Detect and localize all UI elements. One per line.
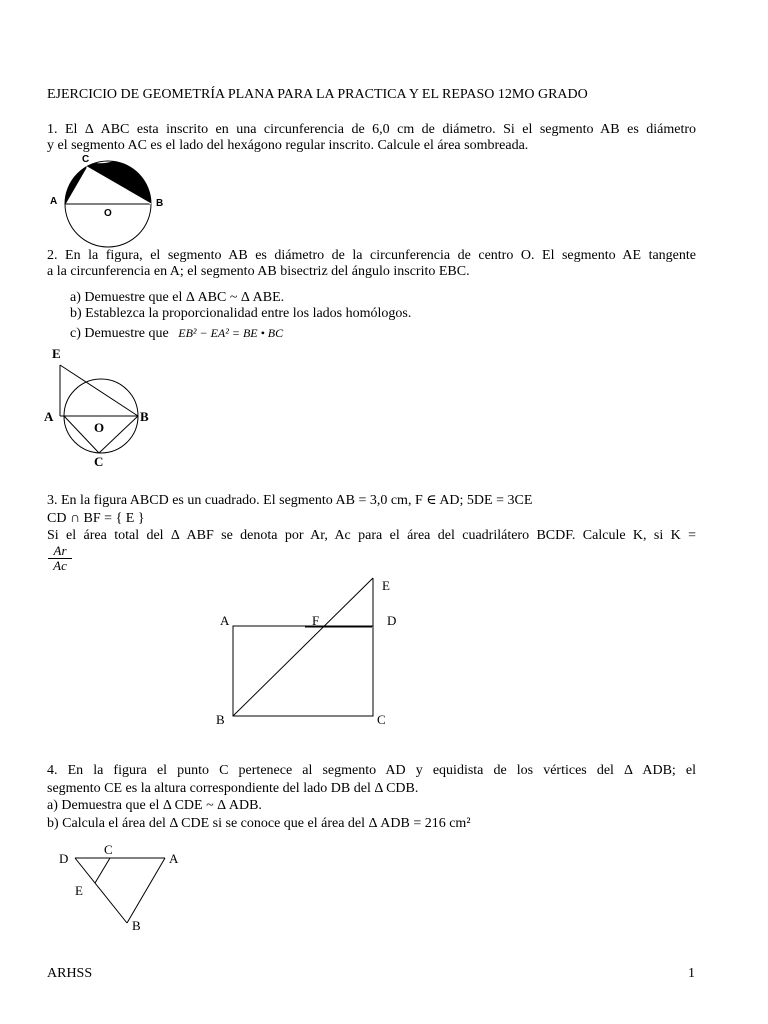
ex4-label-a: A <box>169 851 179 866</box>
ex4-label-d: D <box>59 851 69 866</box>
ex2-formula: EB² − EA² = BE • BC <box>178 326 284 340</box>
ex2-item-a: a) Demuestre que el Δ ABC ~ Δ ABE. <box>70 290 285 305</box>
ex4-item-b: b) Calcula el área del Δ CDE si se conoce que el área del Δ ADB = 216 cm² <box>47 816 471 831</box>
ex2-line1: 2. En la figura, el segmento AB es diámetro de la circunferencia de centro O. El segmento AE tangente <box>47 248 696 263</box>
ex4-item-a: a) Demuestra que el Δ CDE ~ Δ ADB. <box>47 798 262 813</box>
ex2-label-o: O <box>94 420 105 435</box>
ex3-fraction-num: Ar <box>53 543 67 558</box>
ex3-label-f: F <box>312 613 320 628</box>
ex1-shaded-right <box>87 161 152 204</box>
ex4-figure <box>55 838 195 938</box>
ex4-label-b: B <box>132 918 141 933</box>
ex3-fraction <box>48 544 72 573</box>
ex3-label-d: D <box>387 613 397 628</box>
ex1-label-b: B <box>156 198 164 209</box>
ex2-label-b: B <box>140 409 149 424</box>
page-number: 1 <box>688 966 695 981</box>
ex2-label-e: E <box>52 346 61 361</box>
ex3-line1: 3. En la figura ABCD es un cuadrado. El segmento AB = 3,0 cm, F ∈ AD; 5DE = 3CE <box>47 493 533 508</box>
ex2-item-c <box>70 325 283 342</box>
ex4-label-c: C <box>104 842 113 857</box>
ex2-item-c-text: c) Demuestre que <box>70 326 169 341</box>
page-title: EJERCICIO DE GEOMETRÍA PLANA PARA LA PRACTICA Y EL REPASO 12MO GRADO <box>47 87 588 102</box>
ex2-item-b: b) Establezca la proporcionalidad entre los lados homólogos. <box>70 306 412 321</box>
ex3-figure <box>210 570 410 735</box>
ex3-line3: Si el área total del Δ ABF se denota por Ar, Ac para el área del cuadrilátero BCDF. Calcule K, si K = <box>47 528 696 543</box>
ex3-label-e: E <box>382 578 390 593</box>
ex2-label-c: C <box>94 454 104 469</box>
footer-author: ARHSS <box>47 966 93 981</box>
ex4-line1: 4. En la figura el punto C pertenece al segmento AD y equidista de los vértices del Δ ADB; el <box>47 763 696 778</box>
ex1-line1: 1. El Δ ABC esta inscrito en una circunferencia de 6,0 cm de diámetro. Si el segmento AB es diámetro <box>47 122 696 137</box>
ex3-fraction-den: Ac <box>48 558 72 573</box>
ex1-figure <box>40 152 180 242</box>
ex4-line2: segmento CE es la altura correspondiente del lado DB del Δ CDB. <box>47 781 419 796</box>
ex1-line2: y el segmento AC es el lado del hexágono regular inscrito. Calcule el área sombreada. <box>47 138 529 153</box>
ex2-line2: a la circunferencia en A; el segmento AB bisectriz del ángulo inscrito EBC. <box>47 264 470 279</box>
ex1-label-a: A <box>50 196 58 207</box>
ex3-label-a: A <box>220 613 230 628</box>
ex3-label-c: C <box>377 712 386 727</box>
ex3-label-b: B <box>216 712 225 727</box>
ex1-label-o: O <box>104 208 112 219</box>
ex2-figure <box>40 343 165 473</box>
ex3-line2: CD ∩ BF = { E } <box>47 511 145 526</box>
ex3-square <box>233 626 373 716</box>
ex1-label-c: C <box>82 154 90 165</box>
ex4-label-e: E <box>75 883 83 898</box>
ex2-label-a: A <box>44 409 54 424</box>
